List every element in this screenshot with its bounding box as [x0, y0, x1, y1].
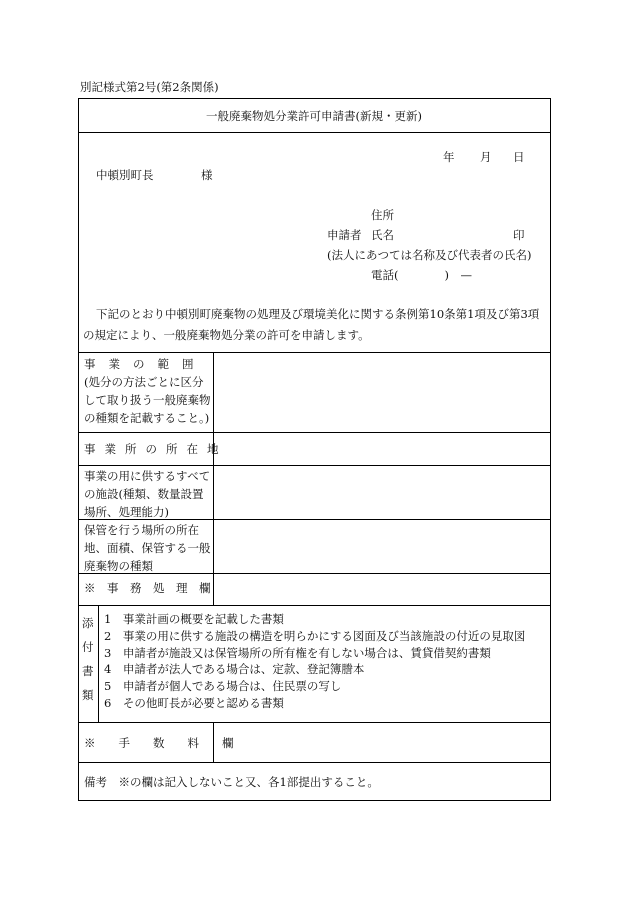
divider [79, 722, 550, 723]
scope-heading: 事業の範囲 [84, 357, 207, 371]
attachment-list [104, 611, 525, 712]
facilities-label: 事業の用に供するすべての施設(種類、数量設置場所、処理能力) [84, 469, 211, 519]
phone-field: 電話( ) — [371, 268, 472, 282]
attachments-label-char: 添 [82, 616, 94, 630]
divider [79, 573, 550, 574]
divider [79, 519, 550, 520]
name-label: 氏名 [371, 228, 394, 242]
application-form [78, 98, 551, 801]
divider [79, 605, 550, 606]
column-divider [98, 605, 99, 722]
list-item: 3 申請者が施設又は保管場所の所有権を有しない場合は、賃貸借契約書類 [104, 645, 491, 660]
attachments-label-char: 書 [82, 664, 94, 678]
divider [79, 465, 550, 466]
divider [79, 762, 550, 763]
attachments-label-char: 類 [82, 688, 94, 702]
divider [79, 352, 550, 353]
list-item: 4 申請者が法人である場合は、定款、登記簿謄本 [104, 662, 365, 677]
date-year: 年 [443, 150, 455, 164]
scope-detail: (処分の方法ごとに区分して取り扱う一般廃棄物の種類を記載すること。) [84, 375, 211, 425]
seal-mark: 印 [513, 228, 525, 242]
addressee-name: 中頓別町長 [96, 168, 154, 182]
attachments-label [82, 611, 96, 707]
scope-label [84, 355, 211, 427]
column-divider [213, 352, 214, 605]
body-text-line2: の規定により、一般廃棄物処分業の許可を申請します。 [83, 328, 370, 342]
divider [79, 432, 550, 433]
date-day: 日 [513, 150, 525, 164]
list-item: 2 事業の用に供する施設の構造を明らかにする図面及び当該施設の付近の見取図 [104, 628, 526, 643]
form-title: 一般廃棄物処分業許可申請書(新規・更新) [206, 109, 422, 123]
address-label: 住所 [371, 208, 394, 222]
list-item: 6 その他町長が必要と認める書類 [104, 695, 284, 710]
form-reference: 別記様式第2号(第2条関係) [80, 80, 219, 94]
storage-label: 保管を行う場所の所在地、面積、保管する一般廃棄物の種類 [84, 523, 211, 573]
attachments-label-char: 付 [82, 640, 94, 654]
applicant-label: 申請者 [327, 228, 362, 242]
remarks: 備考 ※の欄は記入しないこと又、各1部提出すること。 [84, 775, 379, 789]
office-location-label: 事業所の所在地 [84, 442, 228, 456]
list-item: 5 申請者が個人である場合は、住民票の写し [104, 679, 342, 694]
divider [79, 132, 550, 133]
addressee-honorific: 様 [201, 168, 213, 182]
body-text-line1: 下記のとおり中頓別町廃棄物の処理及び環境美化に関する条例第10条第1項及び第3項 [96, 307, 540, 321]
date-month: 月 [480, 150, 492, 164]
office-use-label: ※ 事 務 処 理 欄 [84, 581, 211, 595]
corporation-note: (法人にあつては名称及び代表者の氏名) [327, 248, 532, 262]
fee-label: ※ 手 数 料 欄 [84, 736, 234, 750]
list-item: 1 事業計画の概要を記載した書類 [104, 612, 284, 626]
